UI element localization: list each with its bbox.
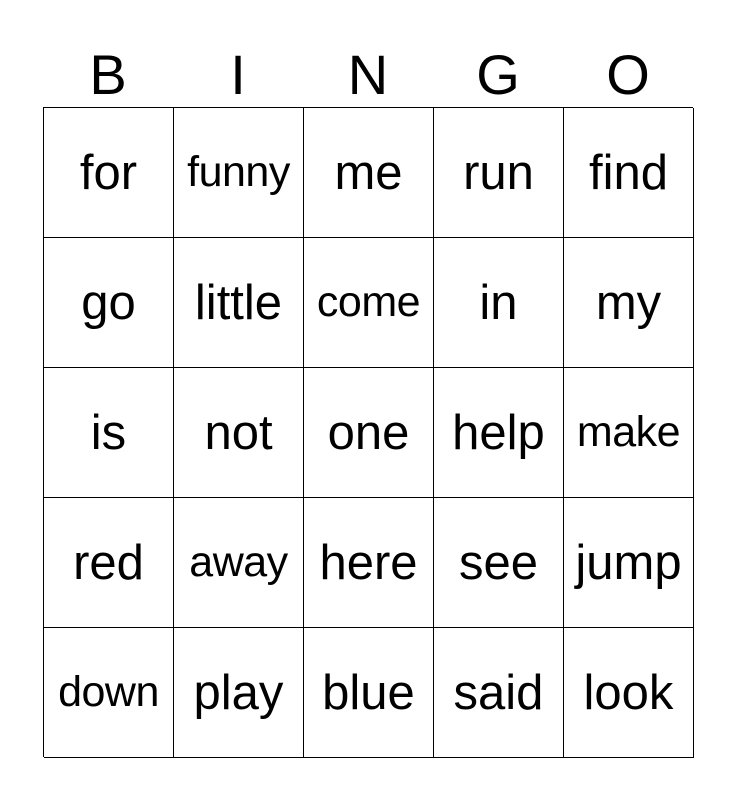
bingo-cell[interactable]: one	[304, 368, 434, 498]
bingo-cell[interactable]: look	[564, 628, 694, 758]
bingo-board	[43, 107, 693, 757]
header-letter-o: O	[606, 43, 650, 106]
bingo-cell[interactable]: little	[174, 238, 304, 368]
bingo-cell[interactable]: is	[44, 368, 174, 498]
bingo-cell[interactable]: run	[434, 108, 564, 238]
bingo-cell[interactable]: see	[434, 498, 564, 628]
bingo-cell[interactable]: make	[564, 368, 694, 498]
bingo-cell[interactable]: me	[304, 108, 434, 238]
bingo-cell[interactable]: jump	[564, 498, 694, 628]
header-letter-n: N	[347, 43, 389, 106]
bingo-cell[interactable]: come	[304, 238, 434, 368]
bingo-cell[interactable]: red	[44, 498, 174, 628]
bingo-cell[interactable]: down	[44, 628, 174, 758]
bingo-cell[interactable]: blue	[304, 628, 434, 758]
header-letter-g: G	[476, 43, 520, 106]
bingo-cell[interactable]: find	[564, 108, 694, 238]
bingo-cell[interactable]: in	[434, 238, 564, 368]
bingo-cell[interactable]: funny	[174, 108, 304, 238]
bingo-cell[interactable]: play	[174, 628, 304, 758]
bingo-cell[interactable]: help	[434, 368, 564, 498]
bingo-cell[interactable]: not	[174, 368, 304, 498]
bingo-cell[interactable]: here	[304, 498, 434, 628]
header-letter-i: I	[230, 43, 246, 106]
bingo-header	[43, 44, 693, 106]
bingo-cell[interactable]: away	[174, 498, 304, 628]
header-letter-b: B	[89, 43, 127, 106]
bingo-cell[interactable]: go	[44, 238, 174, 368]
bingo-cell[interactable]: for	[44, 108, 174, 238]
bingo-cell[interactable]: my	[564, 238, 694, 368]
bingo-cell[interactable]: said	[434, 628, 564, 758]
